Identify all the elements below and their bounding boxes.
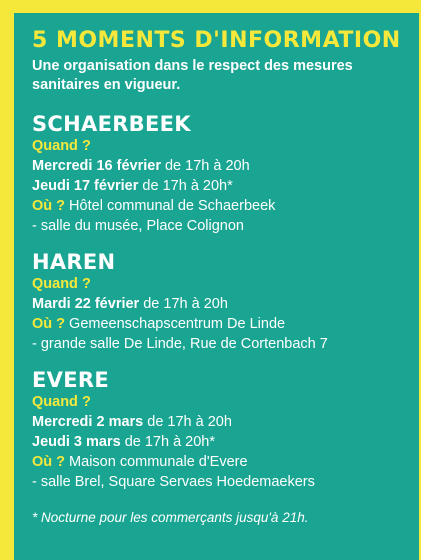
city-heading: EVERE xyxy=(32,368,109,392)
date-day: Mardi 22 février xyxy=(32,296,140,312)
address-line: - salle du musée, Place Colignon xyxy=(32,218,244,234)
footnote: * Nocturne pour les commerçants jusqu'à 21h. xyxy=(32,510,309,525)
section-evere xyxy=(32,368,409,492)
date-day: Mercredi 16 février xyxy=(32,158,161,174)
date-line xyxy=(32,176,409,196)
place-name: Gemeenschapscentrum De Linde xyxy=(65,316,286,332)
subtitle-line-1: Une organisation dans le respect des mesures xyxy=(32,58,353,74)
date-time: de 17h à 20h xyxy=(139,296,228,312)
section-haren xyxy=(32,250,409,354)
ou-label: Où ? xyxy=(32,316,66,332)
date-time: de 17h à 20h* xyxy=(138,178,233,194)
info-panel xyxy=(14,13,419,560)
date-day: Mercredi 2 mars xyxy=(32,414,144,430)
quand-label-line xyxy=(32,136,409,156)
date-time: de 17h à 20h* xyxy=(120,434,216,450)
subtitle xyxy=(32,57,409,95)
quand-label: Quand ? xyxy=(32,138,91,154)
address-line: - grande salle De Linde, Rue de Cortenbach 7 xyxy=(32,336,328,352)
ou-label: Où ? xyxy=(32,454,66,470)
place-line xyxy=(32,452,409,472)
quand-label-line xyxy=(32,392,409,412)
place-name: Hôtel communal de Schaerbeek xyxy=(65,198,276,214)
city-heading: HAREN xyxy=(32,250,116,274)
date-time: de 17h à 20h xyxy=(143,414,232,430)
page-title: 5 MOMENTS D'INFORMATION xyxy=(32,28,401,53)
ou-label: Où ? xyxy=(32,198,66,214)
date-time: de 17h à 20h xyxy=(160,158,250,174)
date-line xyxy=(32,412,409,432)
place-name: Maison communale d'Evere xyxy=(65,454,248,470)
date-line xyxy=(32,156,409,176)
city-heading: SCHAERBEEK xyxy=(32,112,191,136)
date-day: Jeudi 17 février xyxy=(32,178,139,194)
date-day: Jeudi 3 mars xyxy=(32,434,121,450)
subtitle-line-2: sanitaires en vigueur. xyxy=(32,77,181,93)
quand-label: Quand ? xyxy=(32,394,91,410)
date-line xyxy=(32,432,409,452)
quand-label-line xyxy=(32,274,409,294)
place-line xyxy=(32,314,409,334)
address-line: - salle Brel, Square Servaes Hoedemaekers xyxy=(32,474,315,490)
place-line xyxy=(32,196,409,216)
date-line xyxy=(32,294,409,314)
quand-label: Quand ? xyxy=(32,276,91,292)
section-schaerbeek xyxy=(32,112,409,236)
